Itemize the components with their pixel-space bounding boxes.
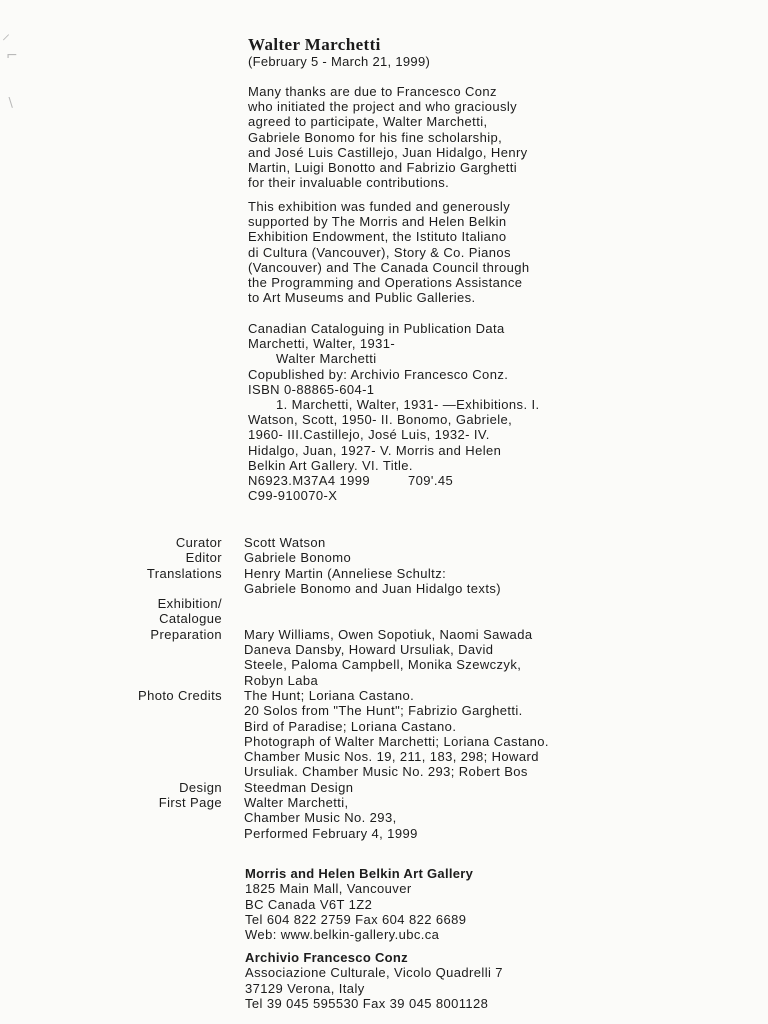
credit-label-text: Editor — [185, 550, 222, 566]
credit-value — [244, 795, 740, 841]
credit-label — [40, 795, 244, 841]
cip-dewey: 709'.45 — [408, 473, 454, 489]
credit-label-text: Exhibition/ — [157, 596, 222, 612]
text-line: who initiated the project and who graciously — [248, 99, 518, 115]
credit-design — [40, 780, 740, 795]
credit-label-text: Design — [179, 779, 222, 795]
text-line: agreed to participate, Walter Marchetti, — [248, 114, 488, 130]
funding-statement — [248, 199, 718, 305]
credit-first-page — [40, 795, 740, 841]
cip-record-number: C99-910070-X — [248, 488, 338, 504]
gallery-phone: Tel 604 822 2759 Fax 604 822 6689 — [245, 911, 467, 927]
credit-curator — [40, 535, 740, 550]
cip-subject-line: Watson, Scott, 1950- II. Bonomo, Gabriele, — [248, 412, 513, 428]
credit-value — [244, 780, 740, 795]
credit-label — [40, 780, 244, 795]
credit-label — [40, 657, 244, 779]
credit-value — [244, 550, 740, 565]
credit-line: Chamber Music Nos. 19, 211, 183, 298; Howard — [244, 749, 539, 765]
text-line: di Cultura (Vancouver), Story & Co. Pianos — [248, 244, 511, 260]
archive-phone: Tel 39 045 595530 Fax 39 045 8001128 — [245, 995, 489, 1011]
archive-contact — [245, 950, 725, 1011]
title-block — [248, 36, 718, 70]
exhibition-dates: (February 5 - March 21, 1999) — [248, 54, 431, 69]
credit-label — [40, 535, 244, 550]
credit-label — [40, 550, 244, 565]
text-line: the Programming and Operations Assistance — [248, 275, 523, 291]
text-line: Martin, Luigi Bonotto and Fabrizio Garghetti — [248, 160, 518, 176]
credit-line: Walter Marchetti, — [244, 795, 349, 811]
credit-line: Mary Williams, Owen Sopotiuk, Naomi Sawada — [244, 626, 533, 642]
credit-editor — [40, 550, 740, 565]
cip-classification: N6923.M37A4 1999 — [248, 473, 371, 489]
scan-mark-icon: ⸝ — [2, 24, 11, 43]
text-line: This exhibition was funded and generously — [248, 199, 511, 214]
cip-subject-line: Belkin Art Gallery. VI. Title. — [248, 457, 413, 473]
credit-line: The Hunt; Loriana Castano. — [244, 687, 415, 703]
text-line: Many thanks are due to Francesco Conz — [248, 84, 497, 99]
gallery-contact — [245, 866, 725, 942]
credit-label-text: Curator — [175, 535, 222, 550]
cip-data — [248, 321, 718, 503]
credits-list — [40, 535, 740, 841]
credit-translations — [40, 566, 740, 597]
archive-address: Associazione Culturale, Vicolo Quadrelli 7 — [245, 965, 503, 981]
gallery-address: 1825 Main Mall, Vancouver — [245, 881, 412, 897]
gallery-postal: BC Canada V6T 1Z2 — [245, 896, 373, 912]
credit-line: Photograph of Walter Marchetti; Loriana Castano. — [244, 733, 549, 749]
archive-city: 37129 Verona, Italy — [245, 980, 365, 996]
credit-line: Steele, Paloma Campbell, Monika Szewczyk, — [244, 657, 522, 673]
scan-mark-icon: ⌐ — [6, 48, 18, 64]
gallery-web: Web: www.belkin-gallery.ubc.ca — [245, 927, 440, 943]
credit-line: Scott Watson — [244, 535, 326, 550]
page-title: Walter Marchetti — [248, 35, 381, 54]
credit-label-text: Preparation — [150, 626, 222, 642]
credit-line: Daneva Dansby, Howard Ursuliak, David — [244, 642, 494, 658]
credit-label-text: Translations — [146, 565, 222, 581]
credit-value — [244, 535, 740, 550]
cip-subject-line: 1. Marchetti, Walter, 1931- —Exhibitions. I. — [276, 397, 540, 413]
text-line: to Art Museums and Public Galleries. — [248, 290, 476, 306]
credit-label — [40, 566, 244, 597]
text-line: and José Luis Castillejo, Juan Hidalgo, Henry — [248, 144, 528, 160]
acknowledgements — [248, 84, 718, 190]
cip-copublisher: Copublished by: Archivio Francesco Conz. — [248, 366, 509, 382]
credit-label-text: Catalogue — [159, 611, 222, 627]
credit-label-text: Photo Credits — [138, 687, 222, 703]
credit-value — [244, 566, 740, 597]
cip-subject-line: Hidalgo, Juan, 1927- V. Morris and Helen — [248, 442, 502, 458]
credit-label-text: First Page — [158, 795, 222, 811]
credit-line: Bird of Paradise; Loriana Castano. — [244, 718, 457, 734]
cip-heading: Canadian Cataloguing in Publication Data — [248, 321, 505, 336]
text-line: Exhibition Endowment, the Istituto Italiano — [248, 229, 507, 245]
credit-line: Steedman Design — [244, 779, 354, 795]
cip-subject-line: 1960- III.Castillejo, José Luis, 1932- IV. — [248, 427, 490, 443]
archive-name: Archivio Francesco Conz — [245, 950, 408, 965]
text-line: supported by The Morris and Helen Belkin — [248, 214, 507, 230]
text-line: Gabriele Bonomo for his fine scholarship, — [248, 129, 503, 145]
credit-line: Performed February 4, 1999 — [244, 825, 418, 841]
credit-line: Ursuliak. Chamber Music No. 293; Robert Bos — [244, 764, 528, 780]
gallery-name: Morris and Helen Belkin Art Gallery — [245, 866, 474, 881]
cip-author: Marchetti, Walter, 1931- — [248, 336, 396, 352]
credit-line: Gabriele Bonomo and Juan Hidalgo texts) — [244, 580, 501, 596]
credit-line: Chamber Music No. 293, — [244, 810, 397, 826]
cip-isbn: ISBN 0-88865-604-1 — [248, 381, 375, 397]
credit-photo — [40, 657, 740, 779]
scan-mark-icon: ∖ — [6, 96, 15, 111]
cip-title: Walter Marchetti — [276, 351, 377, 367]
text-line: (Vancouver) and The Canada Council through — [248, 259, 530, 275]
credit-line: 20 Solos from "The Hunt"; Fabrizio Garghetti. — [244, 703, 523, 719]
credit-line: Henry Martin (Anneliese Schultz: — [244, 565, 447, 581]
credit-line: Gabriele Bonomo — [244, 550, 352, 566]
cip-classification-line — [248, 473, 718, 488]
text-line: for their invaluable contributions. — [248, 175, 450, 191]
credit-value — [244, 657, 740, 779]
credit-line: Robyn Laba — [244, 672, 319, 688]
